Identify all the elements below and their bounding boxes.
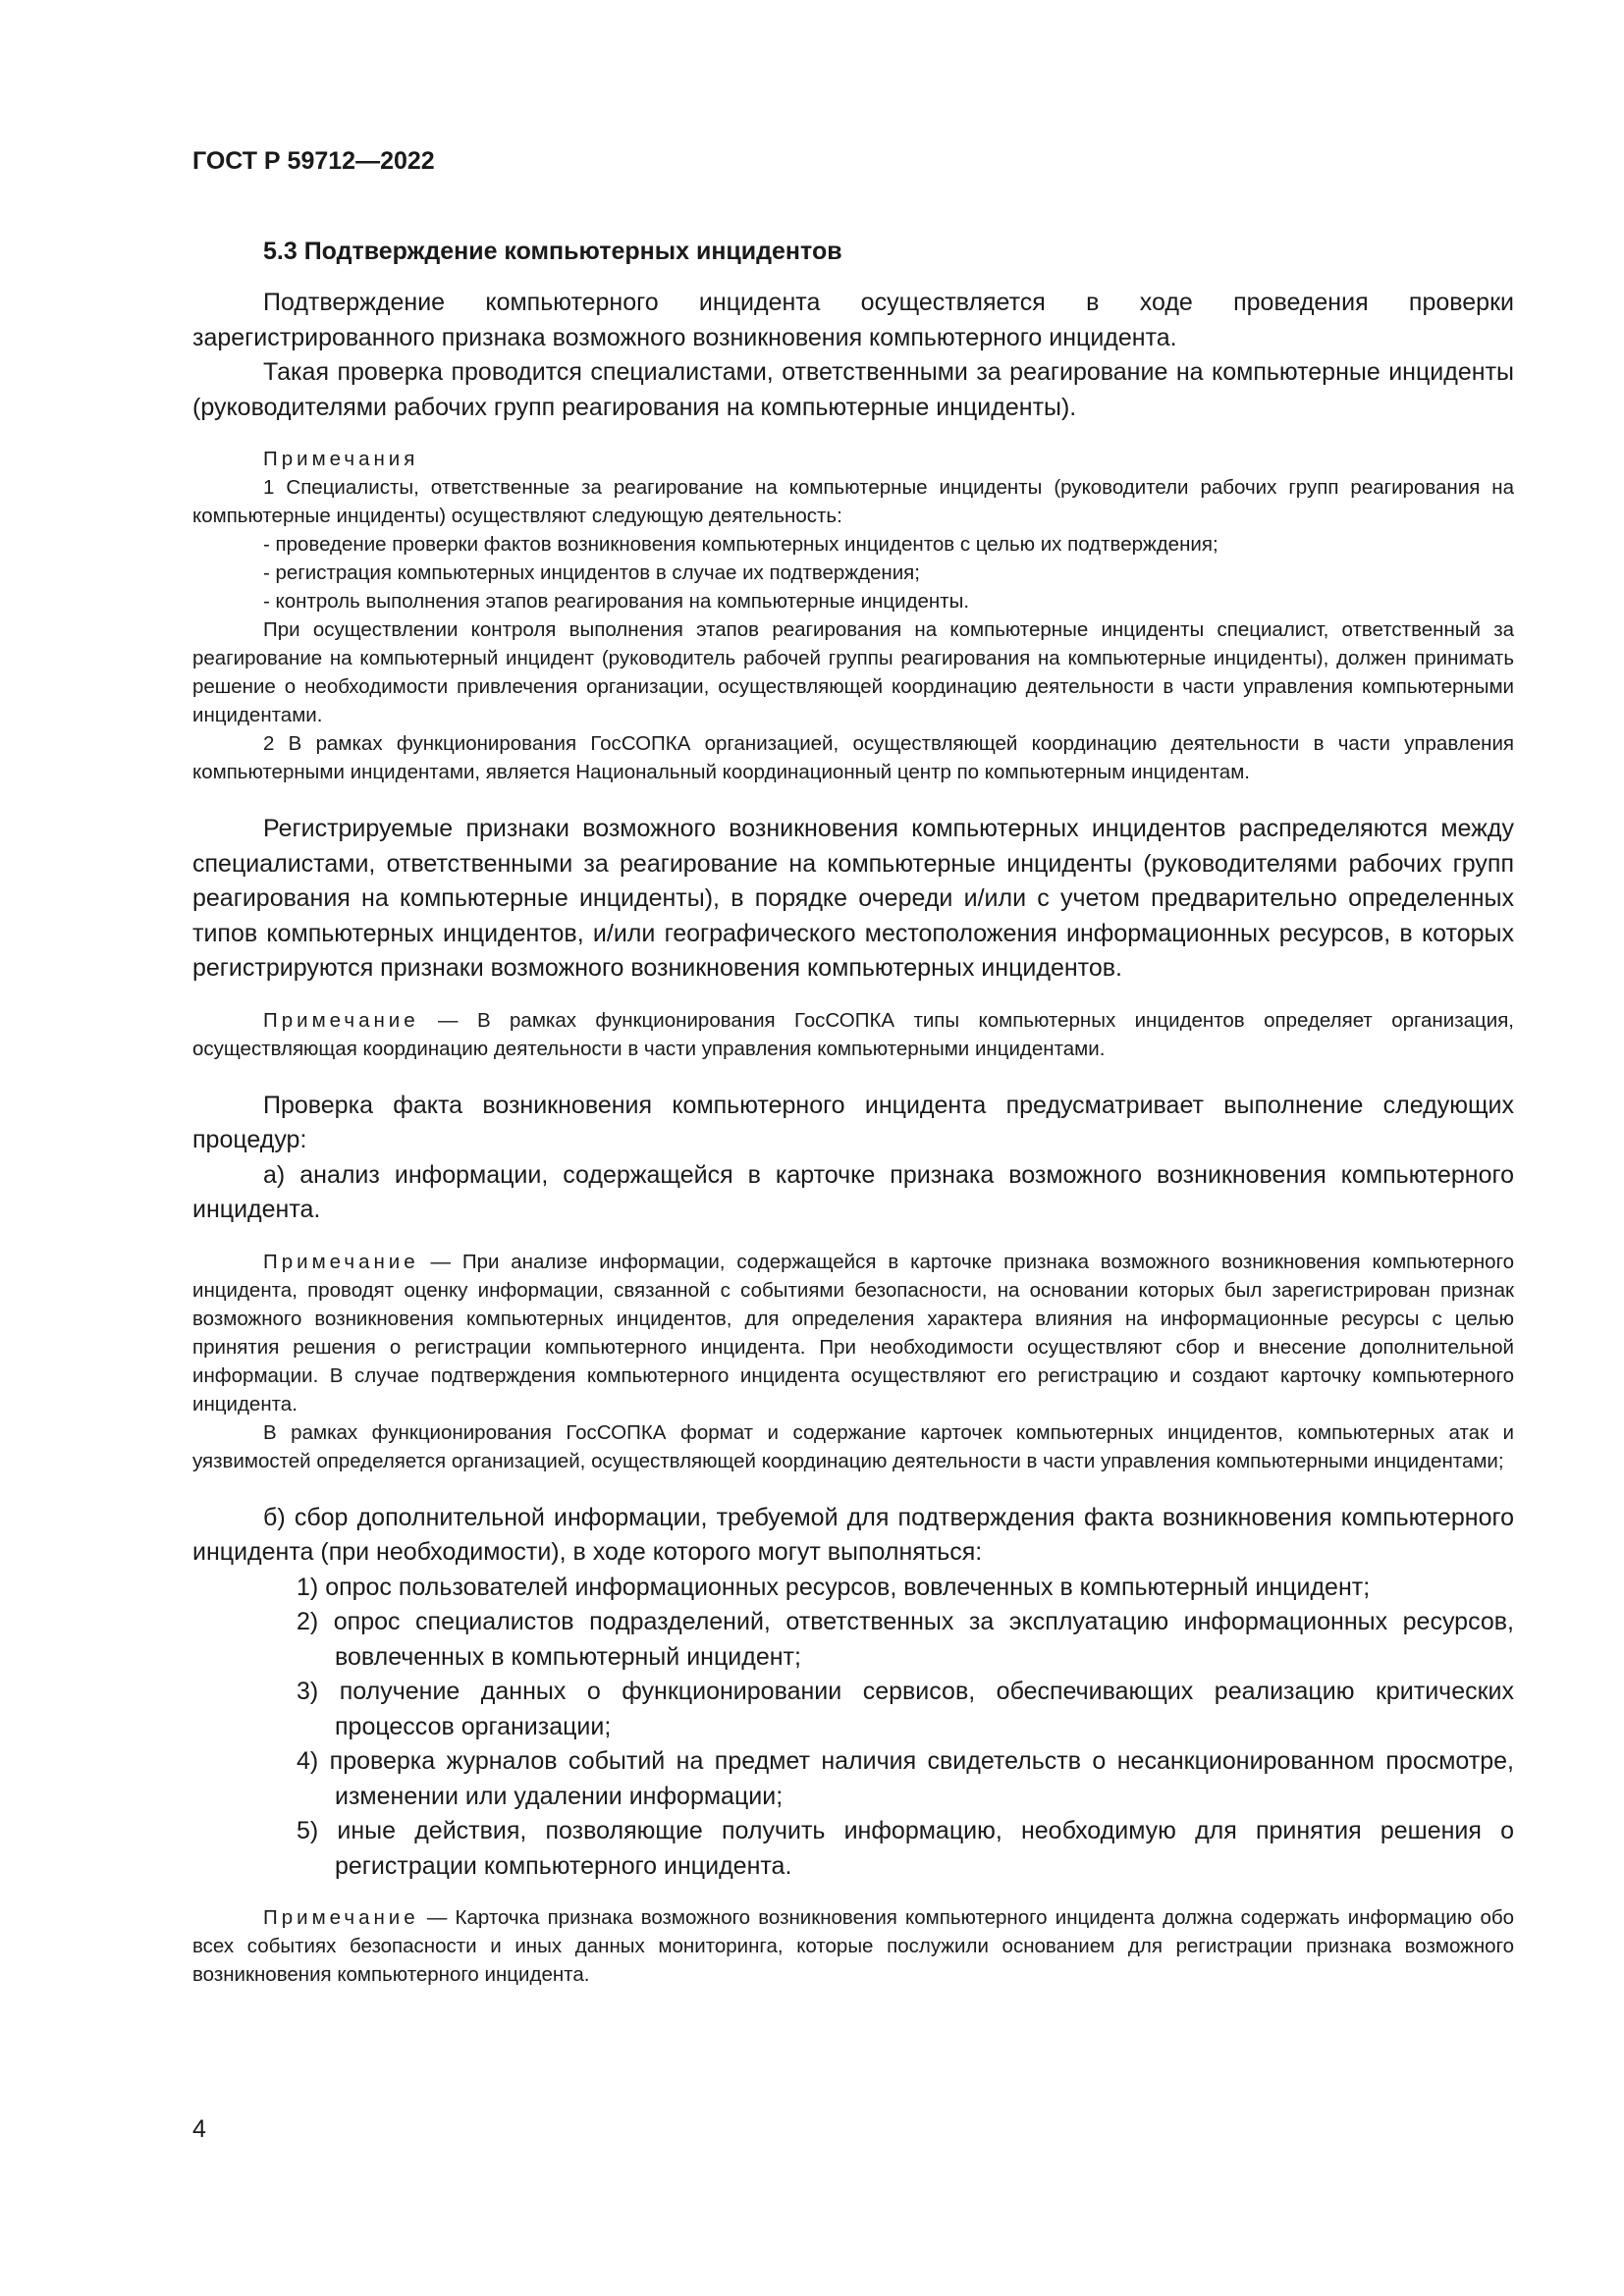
notes-heading: Примечания bbox=[263, 448, 419, 470]
note-item: При осуществлении контроля выполнения этапов реагирования на компьютерные инциденты специалист, ответственный за реагирование на компьютерный инцидент (руководитель рабочей группы реагирования на компьютерные инциденты), должен принимать решение о необходимости привлечения организации, осуществляющей координацию деятельности в части управления компьютерными инцидентами. bbox=[192, 618, 1514, 726]
paragraph: Подтверждение компьютерного инцидента осуществляется в ходе проведения проверки зарегистрированного признака возможного возникновения компьютерного инцидента. bbox=[192, 289, 1514, 351]
note bbox=[192, 1903, 1514, 1989]
sub-list-item-text: проверка журналов событий на предмет наличия свидетельств о несанкционированном просмотре, изменении или удалении информации; bbox=[329, 1747, 1514, 1810]
note-list-item: - проведение проверки фактов возникновения компьютерных инцидентов с целью их подтверждения; bbox=[263, 533, 1218, 556]
paragraph: Проверка факта возникновения компьютерного инцидента предусматривает выполнение следующих процедур: bbox=[192, 1091, 1514, 1153]
sub-list-item-number: 3) bbox=[297, 1678, 319, 1705]
note-label: Примечание bbox=[263, 1008, 419, 1032]
sub-list-item-text: получение данных о функционировании сервисов, обеспечивающих реализацию критических процессов организации; bbox=[335, 1678, 1514, 1740]
sub-list-item-text: опрос пользователей информационных ресурсов, вовлеченных в компьютерный инцидент; bbox=[325, 1573, 1371, 1601]
notes-block bbox=[192, 445, 1514, 786]
note-text: — Карточка признака возможного возникновения компьютерного инцидента должна содержать информацию обо всех событиях безопасности и иных данных мониторинга, которые послужили основанием для регистрации признака возможного возникновения компьютерного инцидента. bbox=[192, 1906, 1514, 1986]
note-label: Примечание bbox=[263, 1250, 419, 1273]
sub-list bbox=[192, 1571, 1514, 1885]
paragraph: Такая проверка проводится специалистами, ответственными за реагирование на компьютерные инциденты (руководителями рабочих групп реагирования на компьютерные инциденты). bbox=[192, 358, 1514, 421]
list-item-b bbox=[192, 1501, 1514, 1571]
sub-list-item bbox=[192, 1814, 1514, 1884]
list-item-text: анализ информации, содержащейся в карточке признака возможного возникновения компьютерного инцидента. bbox=[192, 1160, 1514, 1223]
paragraph: Регистрируемые признаки возможного возникновения компьютерных инцидентов распределяются между специалистами, ответственными за реагирование на компьютерные инциденты (руководителями рабочих групп реагирования на компьютерные инциденты), в порядке очереди и/или с учетом предварительно определенных типов компьютерных инцидентов, и/или географического местоположения информационных ресурсов, в которых регистрируются признаки возможного возникновения компьютерных инцидентов. bbox=[192, 815, 1514, 982]
note-continuation: В рамках функционирования ГосСОПКА формат и содержание карточек компьютерных инцидентов, компьютерных атак и уязвимостей определяется организацией, осуществляющей координацию деятельности в части управления компьютерными инцидентами; bbox=[192, 1420, 1514, 1472]
sub-list-item-number: 5) bbox=[297, 1817, 319, 1844]
list-item-a bbox=[192, 1158, 1514, 1228]
note-list-item: - регистрация компьютерных инцидентов в случае их подтверждения; bbox=[263, 561, 920, 584]
list-item-text: сбор дополнительной информации, требуемой для подтверждения факта возникновения компьютерного инцидента (при необходимости), в ходе которого могут выполняться: bbox=[192, 1503, 1514, 1566]
document-header: ГОСТ Р 59712—2022 bbox=[192, 147, 435, 175]
note-label: Примечание bbox=[263, 1906, 419, 1929]
sub-list-item-text: иные действия, позволяющие получить информацию, необходимую для принятия решения о регистрации компьютерного инцидента. bbox=[335, 1817, 1514, 1880]
note-list-item: - контроль выполнения этапов реагирования на компьютерные инциденты. bbox=[263, 590, 970, 613]
sub-list-item bbox=[192, 1571, 1514, 1606]
list-item-number: б) bbox=[263, 1503, 286, 1531]
sub-list-item-number: 1) bbox=[297, 1573, 319, 1601]
sub-list-item-number: 2) bbox=[297, 1608, 319, 1635]
section-title: 5.3 Подтверждение компьютерных инцидентов bbox=[263, 238, 842, 265]
note bbox=[192, 1006, 1514, 1063]
note-text: — В рамках функционирования ГосСОПКА типы компьютерных инцидентов определяет организация, осуществляющая координацию деятельности в части управления компьютерными инцидентами. bbox=[192, 1008, 1514, 1060]
page-number: 4 bbox=[192, 2115, 206, 2143]
note-item: 2 В рамках функционирования ГосСОПКА организацией, осуществляющей координацию деятельности в части управления компьютерными инцидентами, является Национальный координационный центр по компьютерным инцидентам. bbox=[192, 732, 1514, 783]
note-item: 1 Специалисты, ответственные за реагирование на компьютерные инциденты (руководители рабочих групп реагирования на компьютерные инциденты) осуществляют следующую деятельность: bbox=[192, 476, 1514, 527]
list-item-number: а) bbox=[263, 1160, 286, 1189]
sub-list-item-number: 4) bbox=[297, 1747, 319, 1775]
document-page bbox=[192, 147, 1514, 1989]
sub-list-item-text: опрос специалистов подразделений, ответственных за эксплуатацию информационных ресурсов, вовлеченных в компьютерный инцидент; bbox=[333, 1608, 1514, 1671]
note bbox=[192, 1248, 1514, 1418]
sub-list-item bbox=[192, 1605, 1514, 1675]
sub-list-item bbox=[192, 1744, 1514, 1814]
sub-list-item bbox=[192, 1675, 1514, 1744]
note-block bbox=[192, 1248, 1514, 1475]
note-text: — При анализе информации, содержащейся в карточке признака возможного возникновения компьютерного инцидента, проводят оценку информации, связанной с событиями безопасности, на основании которых был зарегистрирован признак возможного возникновения компьютерных инцидентов, для определения характера влияния на информационные ресурсы с целью принятия решения о регистрации компьютерного инцидента. При необходимости осуществляют сбор и внесение дополнительной информации. В случае подтверждения компьютерного инцидента осуществляют его регистрацию и создают карточку компьютерного инцидента. bbox=[192, 1250, 1514, 1415]
